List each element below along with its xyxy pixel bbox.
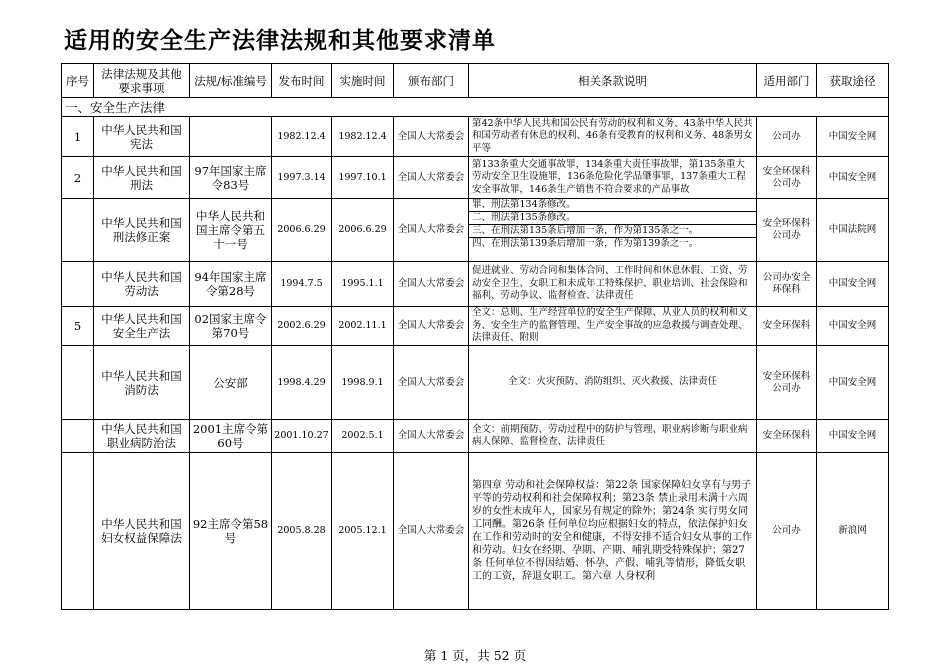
row-name: 中华人民共和国消防法: [94, 346, 190, 420]
header-effective-date: 实施时间: [332, 64, 394, 98]
row-desc: 全文：前期预防、劳动过程中的防护与管理、职业病诊断与职业病病人保障、监督检查、法律责任: [469, 420, 757, 453]
row-code: 92主席令第58号: [190, 453, 272, 610]
page-footer: 第 1 页，共 52 页: [423, 648, 527, 663]
desc-line: 二、刑法第135条修改。: [469, 212, 756, 225]
row-dept: 全国人大常委会: [394, 453, 469, 610]
row-desc: 第133条重大交通事故罪，134条重大责任事故罪，第135条重大劳动安全卫生设施罪，136条危险化学品肇事罪，137条重大工程安全事故罪，146条生产销售不符合要求的产品事故: [469, 157, 757, 199]
row-pub: 2001.10.27: [272, 420, 332, 453]
row-no: [62, 453, 94, 610]
row-no: [62, 199, 94, 262]
row-no: [62, 420, 94, 453]
row-no: [62, 262, 94, 307]
header-no: 序号: [62, 64, 94, 98]
row-source: 中国法院网: [817, 199, 889, 262]
row-dept: 全国人大常委会: [394, 346, 469, 420]
row-source: 中国安全网: [817, 262, 889, 307]
table-row: [62, 199, 889, 262]
row-dept: 全国人大常委会: [394, 307, 469, 346]
row-pub: 2002.6.29: [272, 307, 332, 346]
section-title: 一、安全生产法律: [62, 98, 889, 117]
row-apply: 安全环保科公司办: [757, 346, 817, 420]
row-apply: 公司办: [757, 453, 817, 610]
row-dept: 全国人大常委会: [394, 157, 469, 199]
row-name: 中华人民共和国宪法: [94, 117, 190, 157]
row-impl: 1998.9.1: [332, 346, 394, 420]
row-source: 中国安全网: [817, 346, 889, 420]
row-name: 中华人民共和国劳动法: [94, 262, 190, 307]
header-issuer: 颁布部门: [394, 64, 469, 98]
row-impl: 1997.10.1: [332, 157, 394, 199]
row-source: 中国安全网: [817, 117, 889, 157]
row-name: 中华人民共和国刑法修正案: [94, 199, 190, 262]
row-dept: 全国人大常委会: [394, 262, 469, 307]
row-pub: 1982.12.4: [272, 117, 332, 157]
header-name: 法律法规及其他要求事项: [94, 64, 190, 98]
row-impl: 1982.12.4: [332, 117, 394, 157]
row-name: 中华人民共和国妇女权益保障法: [94, 453, 190, 610]
header-description: 相关条款说明: [469, 64, 757, 98]
header-source: 获取途径: [817, 64, 889, 98]
row-dept: 全国人大常委会: [394, 199, 469, 262]
row-desc: 全文：总则、生产经营单位的安全生产保障、从业人员的权利和义务、安全生产的监督管理、生产安全事故的应急救援与调查处理、法律责任、附则: [469, 307, 757, 346]
row-code: 02国家主席令第70号: [190, 307, 272, 346]
header-publish-date: 发布时间: [272, 64, 332, 98]
row-desc: 第42条中华人民共和国公民有劳动的权利和义务、43条中华人民共和国劳动者有休息的权利、46条有受教育的权利和义务、48条男女平等: [469, 117, 757, 157]
table-row: [62, 346, 889, 420]
table-row: [62, 420, 889, 453]
page-title: 适用的安全生产法律法规和其他要求清单: [64, 28, 496, 54]
row-apply: 安全环保科: [757, 307, 817, 346]
row-source: 中国安全网: [817, 307, 889, 346]
row-code: 94年国家主席令第28号: [190, 262, 272, 307]
row-desc: 第四章 劳动和社会保障权益：第22条 国家保障妇女享有与男子平等的劳动权利和社会保障权利；第23条 禁止录用未满十六周岁的女性未成年人，国家另有规定的除外；第24条 实行男女同工同酬。第26条 任何单位均应根据妇女的特点，依法保护妇女在工作和劳动时的安全和健康，不得安排不适合妇女从事的工作和劳动。妇女在经期、孕期、产期、哺乳期受特殊保护；第27条 任何单位不得因结婚、怀孕、产假、哺乳等情形，降低女职工的工资，辞退女职工。第六章 人身权利: [469, 453, 757, 610]
table-row: [62, 307, 889, 346]
row-no: 2: [62, 157, 94, 199]
row-name: 中华人民共和国安全生产法: [94, 307, 190, 346]
row-apply: 安全环保科公司办: [757, 199, 817, 262]
section-row: [62, 98, 889, 117]
row-pub: 2006.6.29: [272, 199, 332, 262]
row-code: [190, 117, 272, 157]
table-row: [62, 117, 889, 157]
row-code: 公安部: [190, 346, 272, 420]
row-source: 中国安全网: [817, 420, 889, 453]
row-apply: 公司办安全环保科: [757, 262, 817, 307]
row-desc: 促进就业、劳动合同和集体合同、工作时间和休息休假、工资、劳动安全卫生、女职工和未成年工特殊保护、职业培训、社会保险和福利、劳动争议、监督检查、法律责任: [469, 262, 757, 307]
row-pub: 1994.7.5: [272, 262, 332, 307]
row-dept: 全国人大常委会: [394, 420, 469, 453]
row-apply: 安全环保科: [757, 420, 817, 453]
row-no: 5: [62, 307, 94, 346]
header-code: 法规/标准编号: [190, 64, 272, 98]
row-source: 新浪网: [817, 453, 889, 610]
row-name: 中华人民共和国职业病防治法: [94, 420, 190, 453]
table-row: [62, 453, 889, 610]
table-row: [62, 262, 889, 307]
desc-line: 罪、刑法第134条修改。: [469, 199, 756, 212]
row-impl: 2002.5.1: [332, 420, 394, 453]
row-impl: 1995.1.1: [332, 262, 394, 307]
row-code: 97年国家主席令83号: [190, 157, 272, 199]
row-impl: 2005.12.1: [332, 453, 394, 610]
row-pub: 1997.3.14: [272, 157, 332, 199]
desc-line: 四、在刑法第139条后增加一条，作为第139条之一。: [472, 238, 699, 249]
row-apply: 安全环保科公司办: [757, 157, 817, 199]
row-desc: 全文：火灾预防、消防组织、灭火救援、法律责任: [469, 346, 757, 420]
row-desc: [469, 199, 757, 262]
row-code: 中华人民共和国主席令第五十一号: [190, 199, 272, 262]
row-no: 1: [62, 117, 94, 157]
regulations-table: [61, 63, 889, 610]
row-dept: 全国人大常委会: [394, 117, 469, 157]
row-impl: 2006.6.29: [332, 199, 394, 262]
header-applicable-dept: 适用部门: [757, 64, 817, 98]
row-code: 2001主席令第60号: [190, 420, 272, 453]
row-source: 中国安全网: [817, 157, 889, 199]
desc-line: 三、在刑法第135条后增加一条，作为第135条之一。: [469, 225, 756, 238]
row-apply: 公司办: [757, 117, 817, 157]
row-name: 中华人民共和国刑法: [94, 157, 190, 199]
row-impl: 2002.11.1: [332, 307, 394, 346]
row-no: [62, 346, 94, 420]
header-row: [62, 64, 889, 98]
table-row: [62, 157, 889, 199]
row-pub: 2005.8.28: [272, 453, 332, 610]
row-pub: 1998.4.29: [272, 346, 332, 420]
